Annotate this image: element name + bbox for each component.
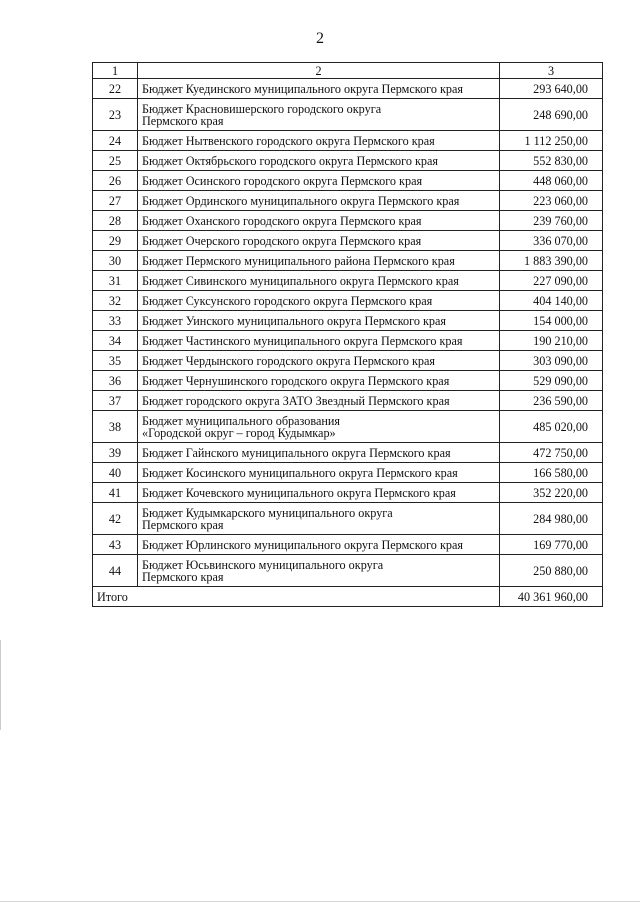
table-row [93, 411, 603, 443]
table-row [93, 331, 603, 351]
scan-edge-mark [0, 640, 1, 730]
budget-sum: 236 590,00 [500, 391, 603, 411]
table-row [93, 231, 603, 251]
budget-sum: 293 640,00 [500, 79, 603, 99]
table-row [93, 535, 603, 555]
budget-sum: 552 830,00 [500, 151, 603, 171]
row-number: 23 [93, 99, 138, 131]
budget-sum: 336 070,00 [500, 231, 603, 251]
budget-name: Бюджет Осинского городского округа Пермского края [138, 171, 500, 191]
budget-sum: 352 220,00 [500, 483, 603, 503]
row-number: 32 [93, 291, 138, 311]
table-row [93, 99, 603, 131]
row-number: 39 [93, 443, 138, 463]
row-number: 24 [93, 131, 138, 151]
table-row [93, 151, 603, 171]
budget-name: Бюджет Кочевского муниципального округа Пермского края [138, 483, 500, 503]
budget-sum: 1 112 250,00 [500, 131, 603, 151]
budget-sum: 303 090,00 [500, 351, 603, 371]
budget-sum: 404 140,00 [500, 291, 603, 311]
budget-sum: 250 880,00 [500, 555, 603, 587]
budget-sum: 169 770,00 [500, 535, 603, 555]
budget-name: Бюджет Оханского городского округа Пермского края [138, 211, 500, 231]
budget-distribution-table [92, 62, 603, 607]
table-row [93, 351, 603, 371]
budget-name: Бюджет Чернушинского городского округа Пермского края [138, 371, 500, 391]
budget-name: Бюджет Очерского городского округа Пермского края [138, 231, 500, 251]
row-number: 36 [93, 371, 138, 391]
row-number: 25 [93, 151, 138, 171]
total-row [93, 587, 603, 607]
budget-name: Бюджет Юсьвинского муниципального округа Пермского края [138, 555, 500, 587]
budget-name: Бюджет Октябрьского городского округа Пермского края [138, 151, 500, 171]
row-number: 30 [93, 251, 138, 271]
budget-name: Бюджет Красновишерского городского округа Пермского края [138, 99, 500, 131]
budget-name: Бюджет Чердынского городского округа Пермского края [138, 351, 500, 371]
budget-name: Бюджет Гайнского муниципального округа Пермского края [138, 443, 500, 463]
budget-sum: 190 210,00 [500, 331, 603, 351]
table-row [93, 311, 603, 331]
row-number: 27 [93, 191, 138, 211]
row-number: 34 [93, 331, 138, 351]
budget-name: Бюджет Нытвенского городского округа Пермского края [138, 131, 500, 151]
row-number: 33 [93, 311, 138, 331]
budget-sum: 472 750,00 [500, 443, 603, 463]
row-number: 40 [93, 463, 138, 483]
budget-name: Бюджет Ординского муниципального округа Пермского края [138, 191, 500, 211]
total-label: Итого [93, 587, 500, 607]
total-sum: 40 361 960,00 [500, 587, 603, 607]
row-number: 43 [93, 535, 138, 555]
budget-name: Бюджет Суксунского городского округа Пермского края [138, 291, 500, 311]
budget-name: Бюджет городского округа ЗАТО Звездный Пермского края [138, 391, 500, 411]
budget-name: Бюджет муниципального образования «Городской округ – город Кудымкар» [138, 411, 500, 443]
table-row [93, 483, 603, 503]
row-number: 35 [93, 351, 138, 371]
table-row [93, 79, 603, 99]
row-number: 29 [93, 231, 138, 251]
table-row [93, 131, 603, 151]
budget-sum: 1 883 390,00 [500, 251, 603, 271]
row-number: 37 [93, 391, 138, 411]
row-number: 42 [93, 503, 138, 535]
budget-sum: 223 060,00 [500, 191, 603, 211]
table-row [93, 271, 603, 291]
row-number: 26 [93, 171, 138, 191]
table-row [93, 463, 603, 483]
row-number: 44 [93, 555, 138, 587]
column-header-number: 1 [93, 63, 138, 79]
table-header-row [93, 63, 603, 79]
table-row [93, 251, 603, 271]
table-row [93, 391, 603, 411]
budget-name: Бюджет Кудымкарского муниципального округа Пермского края [138, 503, 500, 535]
budget-sum: 485 020,00 [500, 411, 603, 443]
table-row [93, 211, 603, 231]
column-header-sum: 3 [500, 63, 603, 79]
budget-sum: 284 980,00 [500, 503, 603, 535]
table-row [93, 191, 603, 211]
budget-name: Бюджет Юрлинского муниципального округа Пермского края [138, 535, 500, 555]
budget-sum: 239 760,00 [500, 211, 603, 231]
page-number: 2 [316, 30, 324, 47]
table-row [93, 443, 603, 463]
row-number: 38 [93, 411, 138, 443]
budget-sum: 154 000,00 [500, 311, 603, 331]
table-row [93, 371, 603, 391]
scan-bottom-line [0, 901, 640, 902]
budget-name: Бюджет Куединского муниципального округа Пермского края [138, 79, 500, 99]
budget-name: Бюджет Косинского муниципального округа Пермского края [138, 463, 500, 483]
row-number: 22 [93, 79, 138, 99]
row-number: 28 [93, 211, 138, 231]
row-number: 31 [93, 271, 138, 291]
table-row [93, 555, 603, 587]
budget-sum: 448 060,00 [500, 171, 603, 191]
table-row [93, 291, 603, 311]
table-row [93, 171, 603, 191]
budget-sum: 227 090,00 [500, 271, 603, 291]
row-number: 41 [93, 483, 138, 503]
budget-name: Бюджет Частинского муниципального округа Пермского края [138, 331, 500, 351]
column-header-name: 2 [138, 63, 500, 79]
table-row [93, 503, 603, 535]
budget-name: Бюджет Уинского муниципального округа Пермского края [138, 311, 500, 331]
budget-sum: 248 690,00 [500, 99, 603, 131]
budget-sum: 529 090,00 [500, 371, 603, 391]
budget-sum: 166 580,00 [500, 463, 603, 483]
budget-name: Бюджет Сивинского муниципального округа Пермского края [138, 271, 500, 291]
table-body [93, 63, 603, 607]
budget-name: Бюджет Пермского муниципального района Пермского края [138, 251, 500, 271]
